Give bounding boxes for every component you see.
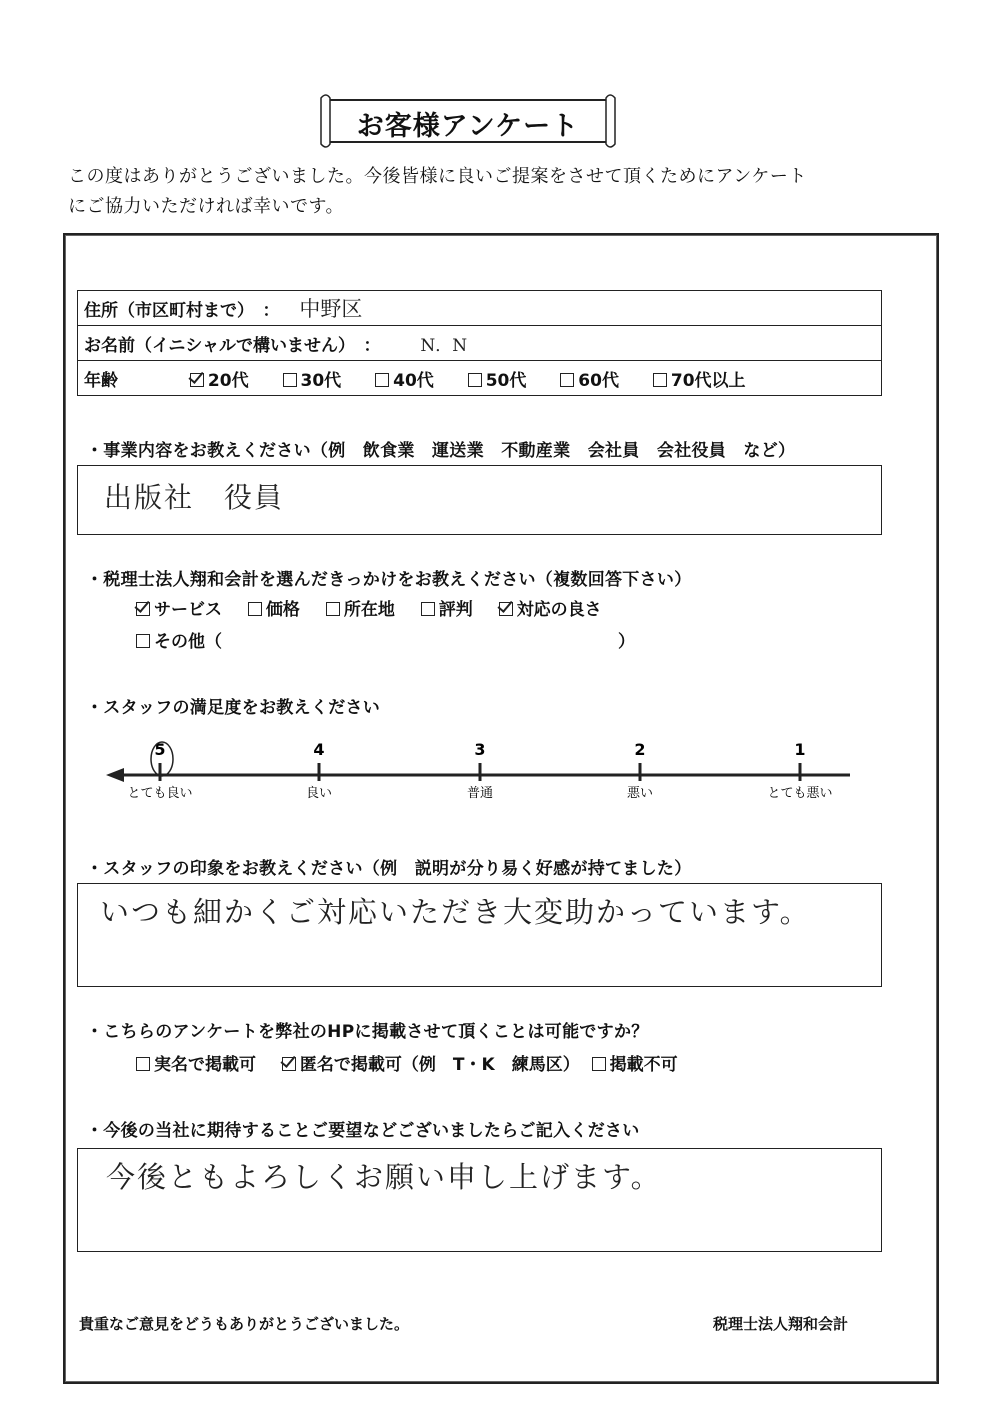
scale-ticks (160, 763, 800, 781)
checkbox-icon[interactable] (421, 602, 435, 616)
info-table (77, 290, 882, 396)
checkbox-icon[interactable] (326, 602, 340, 616)
scale-label-1: とても悪い (767, 786, 833, 801)
impression-question: ・スタッフの印象をお教えください（例 説明が分り易く好感が持てました） (86, 859, 692, 879)
age-label: 年齢 (84, 370, 118, 391)
name-value[interactable]: N．N (420, 335, 468, 356)
checkbox-icon[interactable] (468, 373, 482, 387)
satisfaction-scale (100, 735, 860, 805)
scale-num-1: 1 (794, 740, 806, 759)
reason-question: ・税理士法人翔和会計を選んだきっかけをお教えください（複数回答下さい） (86, 570, 692, 590)
impression-answer: いつも細かくご対応いただき大変助かっています。 (100, 895, 811, 929)
checkbox-icon[interactable] (375, 373, 389, 387)
reason-option-location[interactable]: 所在地 (326, 600, 395, 620)
scale-label-3: 普通 (466, 786, 494, 801)
scale-num-5: 5 (154, 740, 166, 759)
reason-option-service[interactable]: サービス (136, 600, 222, 620)
publish-option-none[interactable]: 掲載不可 (592, 1055, 678, 1075)
name-row (78, 326, 882, 361)
scale-label-2: 悪い (626, 786, 654, 801)
age-row (78, 361, 882, 396)
page-title: お客様アンケート (356, 111, 580, 142)
reason-other-close: ） (618, 632, 635, 652)
address-row (78, 291, 882, 326)
footer-thanks: 貴重なご意見をどうもありがとうございました。 (79, 1315, 410, 1333)
intro-line-1: この度はありがとうございました。今後皆様に良いご提案をさせて頂くためにアンケート (68, 166, 807, 187)
address-value[interactable]: 中野区 (299, 297, 363, 321)
checkbox-icon[interactable] (560, 373, 574, 387)
business-answer-box[interactable] (77, 465, 882, 535)
request-question: ・今後の当社に期待することご要望などございましたらご記入ください (86, 1121, 640, 1141)
age-option-60[interactable]: 60代 (560, 371, 619, 391)
scale-num-3: 3 (474, 740, 486, 759)
checkbox-icon[interactable] (592, 1057, 606, 1071)
scale-num-4: 4 (313, 740, 325, 759)
reason-option-response[interactable]: 対応の良さ (499, 600, 602, 620)
age-option-40[interactable]: 40代 (375, 371, 434, 391)
age-option-20[interactable]: 20代 (190, 371, 249, 391)
publish-option-realname[interactable]: 実名で掲載可 (136, 1055, 256, 1075)
checkbox-icon[interactable] (499, 602, 513, 616)
address-label: 住所（市区町村まで） ： (84, 301, 280, 321)
scale-num-2: 2 (634, 740, 646, 759)
business-question: ・事業内容をお教えください（例 飲食業 運送業 不動産業 会社員 会社役員 など） (86, 441, 796, 461)
business-answer: 出版社 役員 (104, 481, 285, 514)
reason-option-other[interactable]: その他（ (136, 627, 222, 652)
checkbox-icon[interactable] (136, 634, 150, 648)
impression-answer-box[interactable] (77, 883, 882, 987)
intro-line-2: にご協力いただければ幸いです。 (68, 196, 345, 217)
publish-options (136, 1050, 678, 1075)
reason-options (136, 595, 602, 620)
publish-question: ・こちらのアンケートを弊社のHPに掲載させて頂くことは可能ですか？ (86, 1022, 649, 1042)
age-option-50[interactable]: 50代 (468, 371, 527, 391)
checkbox-icon[interactable] (282, 1057, 296, 1071)
age-option-70[interactable]: 70代以上 (653, 371, 746, 391)
scale-label-5: とても良い (127, 786, 193, 801)
checkbox-icon[interactable] (248, 602, 262, 616)
publish-option-anonymous[interactable]: 匿名で掲載可（例 T・K 練馬区） (282, 1055, 580, 1075)
reason-option-price[interactable]: 価格 (248, 600, 300, 620)
checkbox-icon[interactable] (136, 1057, 150, 1071)
checkbox-icon[interactable] (136, 602, 150, 616)
footer-company: 税理士法人翔和会計 (713, 1315, 849, 1333)
satisfaction-question: ・スタッフの満足度をお教えください (86, 698, 381, 718)
reason-option-reputation[interactable]: 評判 (421, 600, 473, 620)
name-label: お名前（イニシャルで構いません） ： (84, 335, 381, 356)
request-answer: 今後ともよろしくお願い申し上げます。 (106, 1160, 662, 1194)
scale-label-4: 良い (305, 786, 333, 801)
age-option-30[interactable]: 30代 (283, 371, 342, 391)
checkbox-icon[interactable] (190, 373, 204, 387)
checkbox-icon[interactable] (653, 373, 667, 387)
request-answer-box[interactable] (77, 1148, 882, 1252)
checkbox-icon[interactable] (283, 373, 297, 387)
